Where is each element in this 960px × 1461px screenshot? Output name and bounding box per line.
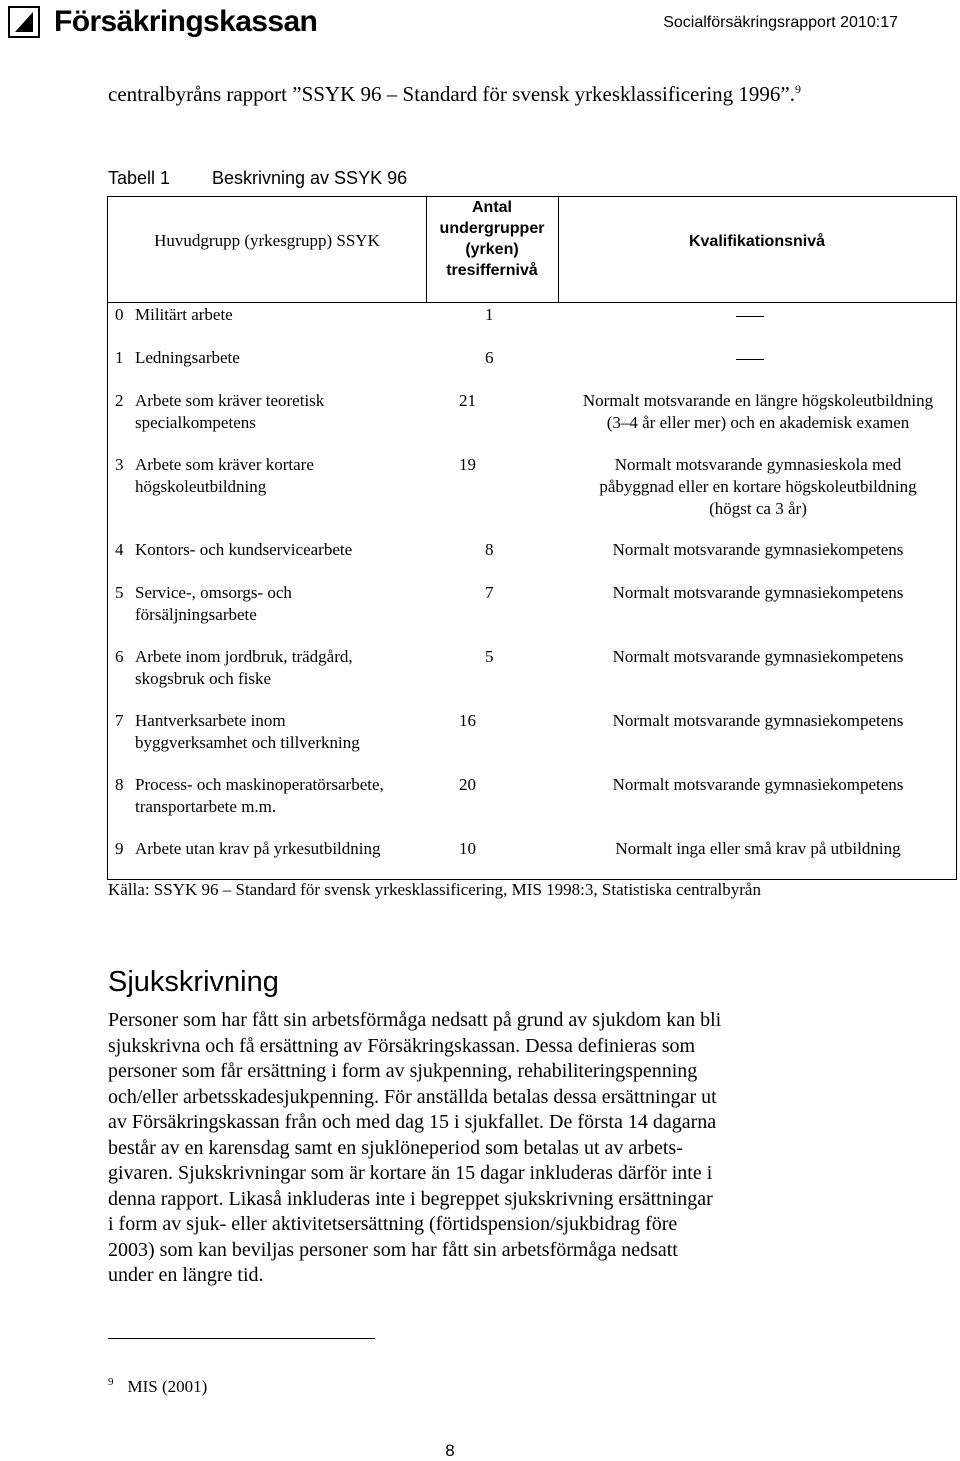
row-qualification: Normalt motsvarande gymnasiekompetens <box>612 647 904 666</box>
table-row: 7 Hantverksarbete inom byggverksamhet och tillverkning <box>115 711 360 752</box>
intro-text: centralbyråns rapport ”SSYK 96 – Standard för svensk yrkesklassificering 1996”. <box>108 82 796 106</box>
row-qualification-dash <box>736 359 764 360</box>
table-caption <box>108 166 407 190</box>
footnote-reference[interactable]: 9 <box>795 82 802 96</box>
row-qualification: Normalt motsvarande gymnasiekompetens <box>612 775 904 794</box>
header-group: Huvudgrupp (yrkesgrupp) SSYK <box>154 231 380 250</box>
report-reference: Socialförsäkringsrapport 2010:17 <box>663 14 898 31</box>
page-number: 8 <box>445 1441 455 1460</box>
table-row: 0 Militärt arbete <box>115 305 233 324</box>
row-count: 7 <box>485 583 494 602</box>
table-row: 5 Service-, omsorgs- och försäljningsarbete <box>115 583 292 624</box>
table-source: Källa: SSYK 96 – Standard för svensk yrkesklassificering, MIS 1998:3, Statistiska centralbyrån <box>108 880 761 899</box>
row-qualification: Normalt motsvarande gymnasiekompetens <box>612 711 904 730</box>
footnote-text: MIS (2001) <box>127 1377 208 1396</box>
table-row: 2 Arbete som kräver teoretisk specialkompetens <box>115 391 325 432</box>
row-qualification: Normalt motsvarande gymnasiekompetens <box>612 583 904 602</box>
ssyk-table <box>107 196 957 880</box>
header-divider <box>108 302 956 303</box>
logo <box>8 2 317 42</box>
row-qualification: Normalt motsvarande en längre högskoleutbildning (3–4 år eller mer) och en akademisk examen <box>582 391 934 432</box>
table-row: 6 Arbete inom jordbruk, trädgård, skogsbruk och fiske <box>115 647 353 688</box>
table-title: Beskrivning av SSYK 96 <box>212 168 408 188</box>
body-paragraph: Personer som har fått sin arbetsförmåga nedsatt på grund av sjukdom kan bli sjukskrivna och få ersättning av Försäkringskassan. Dessa definieras som personer som får ersättning i form av sjukpenning, rehabiliteringspenning och/eller arbetsskadesjukpenning. För anställda betalas dessa ersättningar ut av Försäkringskassan från och med dag 15 i sjukfallet. De första 14 dagarna består av en karensdag samt en sjuklöneperiod som betalas ut av arbets- givaren. Sjukskrivningar som är kortare än 15 dagar inkluderas därför inte i denna rapport. Likaså inkluderas inte i begreppet sjukskrivning ersättningar i form av sjuk- eller aktivitetsersättning (förtidspension/sjukbidrag före 2003) som kan beviljas personer som har fått sin arbetsförmåga nedsatt under en längre tid. <box>108 1009 722 1286</box>
row-qualification-dash <box>736 316 764 317</box>
logo-text: Försäkringskassan <box>54 5 318 38</box>
row-qualification: Normalt motsvarande gymnasiekompetens <box>612 540 904 559</box>
table-row: 1 Ledningsarbete <box>115 348 240 367</box>
row-count: 16 <box>459 711 476 730</box>
row-count: 21 <box>459 391 476 410</box>
intro-paragraph <box>108 81 898 107</box>
row-count: 1 <box>485 305 494 324</box>
row-count: 8 <box>485 540 494 559</box>
row-count: 19 <box>459 455 476 474</box>
header-count: Antal undergrupper (yrken) tresiffernivå <box>439 199 545 279</box>
table-row: 4 Kontors- och kundservicearbete <box>115 540 353 559</box>
row-count: 6 <box>485 348 494 367</box>
section-heading: Sjukskrivning <box>108 966 279 998</box>
table-row: 3 Arbete som kräver kortare högskoleutbildning <box>115 455 314 496</box>
row-count: 20 <box>459 775 476 794</box>
footnote-number: 9 <box>108 1376 114 1388</box>
footnote-separator <box>108 1338 375 1339</box>
row-qualification: Normalt motsvarande gymnasieskola med påbyggnad eller en kortare högskoleutbildning (högst ca 3 år) <box>599 455 917 518</box>
forsakringskassan-logo-icon <box>8 6 40 38</box>
row-qualification: Normalt inga eller små krav på utbildning <box>615 839 901 858</box>
table-number: Tabell 1 <box>108 168 171 188</box>
header-qualification: Kvalifikationsnivå <box>688 233 826 250</box>
footnote <box>108 1376 207 1398</box>
row-count: 5 <box>485 647 494 666</box>
table-row: 9 Arbete utan krav på yrkesutbildning <box>115 839 381 858</box>
row-count: 10 <box>459 839 476 858</box>
table-row: 8 Process- och maskinoperatörsarbete, transportarbete m.m. <box>115 775 384 816</box>
